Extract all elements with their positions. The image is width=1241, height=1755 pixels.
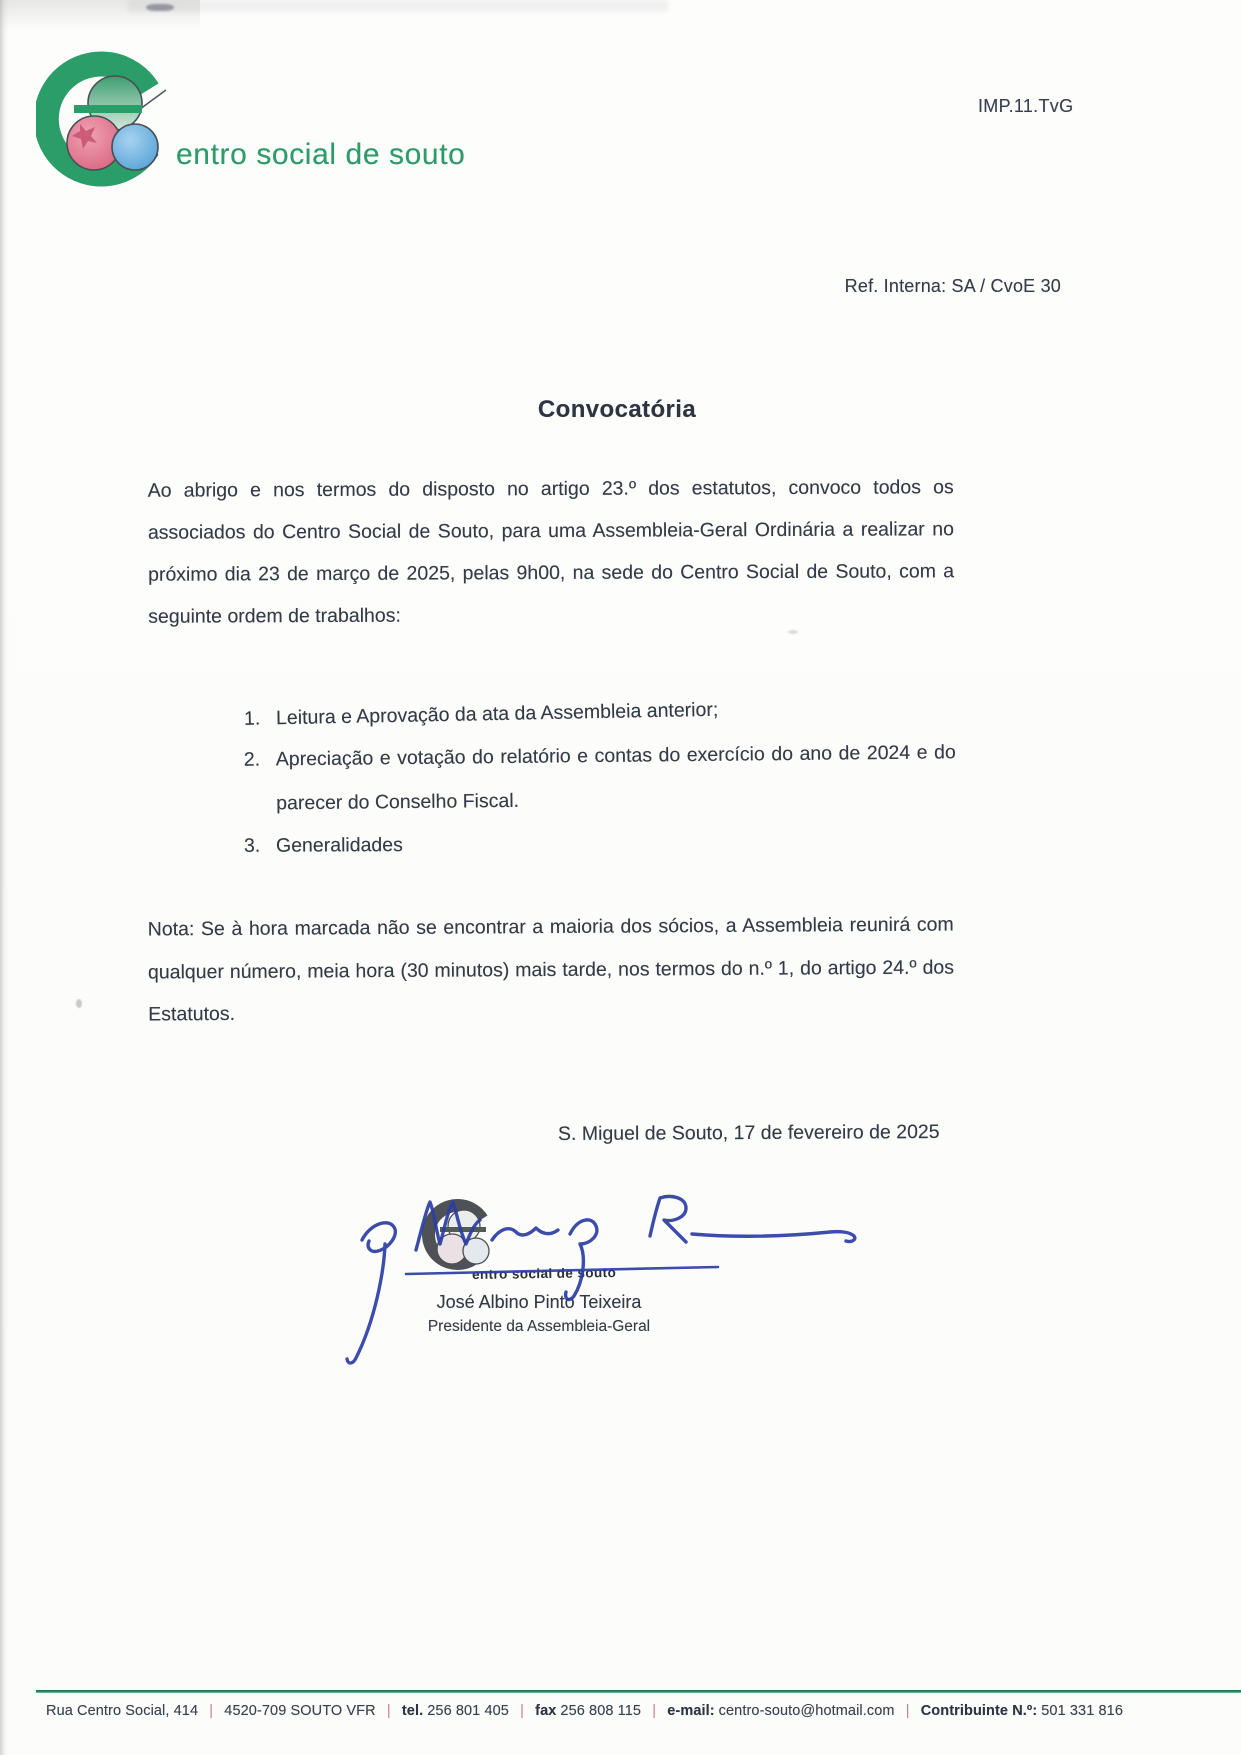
footer-separator: | bbox=[209, 1703, 214, 1719]
footer-separator: | bbox=[520, 1703, 524, 1719]
document-title: Convocatória bbox=[537, 396, 697, 423]
agenda-item-number: 1. bbox=[243, 707, 261, 730]
org-stamp-text: entro social de souto bbox=[471, 1264, 617, 1283]
scan-artifact-top-smudge bbox=[128, 0, 668, 12]
note-paragraph: Nota: Se à hora marcada não se encontrar a maioria dos sócios, a Assembleia reunirá com qualquer número, meia hora (30 minutos) mais tarde, nos termos do n.º 1, do artigo 24.º dos Estatutos. bbox=[147, 913, 955, 1026]
footer-separator: | bbox=[386, 1703, 391, 1719]
place-and-date: S. Miguel de Souto, 17 de fevereiro de 2025 bbox=[558, 1121, 941, 1145]
signatory-role: Presidente da Assembleia-Geral bbox=[427, 1318, 651, 1335]
footer-item: e-mail: centro-souto@hotmail.com bbox=[667, 1703, 895, 1719]
footer-separator: | bbox=[905, 1703, 910, 1719]
footer-divider bbox=[36, 1690, 1241, 1693]
form-code: IMP.11.TvG bbox=[978, 96, 1074, 116]
scan-artifact-speck bbox=[146, 4, 174, 11]
footer-item: 4520-709 SOUTO VFR bbox=[224, 1703, 376, 1719]
internal-reference: Ref. Interna: SA / CvoE 30 bbox=[844, 276, 1061, 296]
handwritten-signature bbox=[320, 1172, 880, 1372]
org-logo-icon bbox=[36, 50, 178, 192]
footer-contact-line bbox=[46, 1703, 1123, 1719]
org-logo-text: entro social de souto bbox=[176, 138, 466, 171]
footer-item: tel. 256 801 405 bbox=[401, 1703, 509, 1719]
footer-separator: | bbox=[652, 1703, 657, 1719]
footer-item: Rua Centro Social, 414 bbox=[46, 1703, 199, 1719]
agenda-item-text: Leitura e Aprovação da ata da Assembleia anterior; bbox=[275, 698, 719, 730]
intro-paragraph: Ao abrigo e nos termos do disposto no artigo 23.º dos estatutos, convoco todos os associados do Centro Social de Souto, para uma Assembleia-Geral Ordinária a realizar no próximo dia 23 de março de 2025, pelas 9h00, na sede do Centro Social de Souto, com a seguinte ordem de trabalhos: bbox=[147, 476, 955, 628]
agenda-item bbox=[244, 820, 956, 868]
agenda-item-number: 2. bbox=[243, 748, 261, 771]
agenda-item-text: Generalidades bbox=[275, 834, 403, 857]
scan-artifact-left-edge bbox=[0, 0, 9, 1755]
agenda-item-number: 3. bbox=[243, 834, 261, 857]
signatory-name: José Albino Pinto Teixeira bbox=[436, 1292, 642, 1312]
scan-artifact-speck bbox=[76, 999, 82, 1008]
agenda-item-text: Apreciação e votação do relatório e contas do exercício do ano de 2024 e do parecer do Conselho Fiscal. bbox=[275, 741, 956, 815]
footer-item: fax 256 808 115 bbox=[535, 1703, 642, 1719]
agenda-item bbox=[244, 730, 957, 825]
agenda-list bbox=[244, 690, 956, 866]
footer-item: Contribuinte N.º: 501 331 816 bbox=[920, 1703, 1124, 1719]
